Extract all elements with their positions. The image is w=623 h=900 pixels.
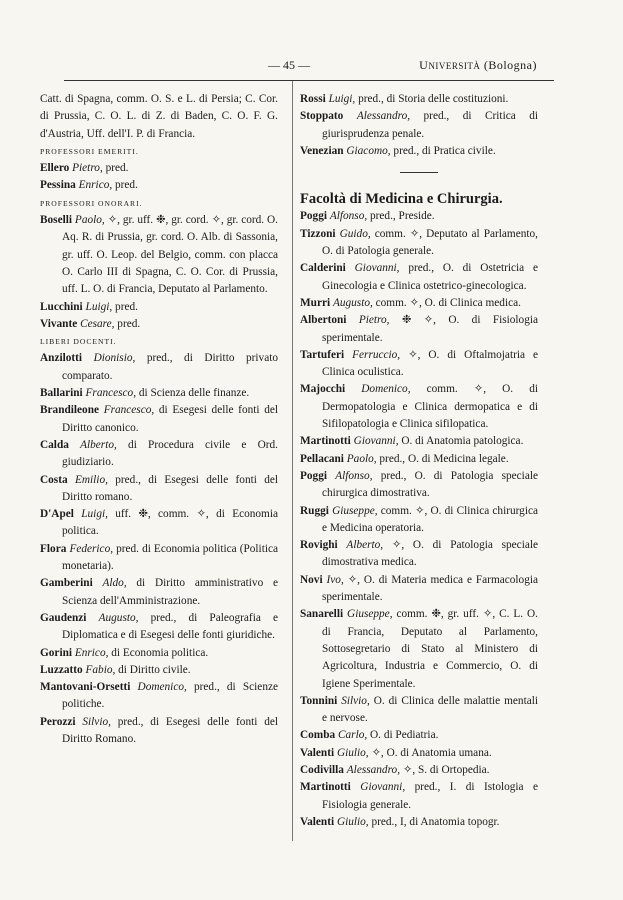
entry-details: di Diritto civile. [115,663,191,676]
section-rule [400,172,438,173]
entry-surname: Flora [40,542,67,555]
entry-given-name: Domenico, [137,681,187,694]
entry-details: ❉ ✧, O. di Fisiologia sperimentale. [322,314,539,344]
list-entry [40,316,278,333]
entry-surname: Comba [300,729,336,742]
entry-details: pred., di Scienze politiche. [62,681,278,711]
onorari-list [40,212,278,333]
entry-details: pred. [102,162,129,175]
entry-surname: Venezian [300,144,344,157]
list-entry [300,312,538,347]
entry-surname: Brandileone [40,404,99,417]
entry-given-name: Emilio, [74,473,108,486]
entry-given-name: Federico, [69,542,114,555]
entry-surname: Gamberini [40,577,93,590]
entry-details: pred. [114,317,141,330]
entry-surname: Valenti [300,746,335,759]
entry-given-name: Alberto, [80,438,117,451]
list-entry [40,385,278,402]
entry-details: O. di Pediatria. [367,729,439,742]
entry-given-name: Alfonso, [329,210,368,223]
list-entry [300,260,538,295]
entry-details: O. di Anatomia patologica. [398,435,524,448]
list-entry [40,350,278,385]
medicina-list [300,208,538,831]
list-entry [40,714,278,749]
entry-given-name: Domenico, [361,383,411,396]
list-entry [300,762,538,779]
list-entry [300,814,538,831]
entry-details: comm. ✧, Deputato al Parlamento, O. di Patologia generale. [322,227,538,258]
header-rule [64,80,554,81]
entry-given-name: Alfonso, [335,469,373,482]
entry-given-name: Ferruccio, [352,348,401,361]
entry-given-name: Giovanni, [354,262,400,275]
left-column [40,91,278,748]
entry-given-name: Francesco, [103,404,155,417]
list-entry [40,662,278,679]
entry-surname: Valenti [300,815,335,828]
entry-details: ✧, gr. uff. ❉, gr. cord. ✧, gr. cord. O. Aq. R. di Prussia, gr. cord. O. Alb. di Sassonia, gr. uff. O. Leop. del Belgio, comm. con placca O. Carlo III di Spagna, C. O. Cor. di Prussia, uff. L. O. di Francia, Deputato al Parlamento. [62,214,279,296]
list-entry [40,679,278,714]
entry-surname: Tonnini [300,694,338,707]
entry-details: pred., di Paleografia e Diplomatica e di Esegesi delle fonti giuridiche. [62,611,279,642]
entry-given-name: Giulio, [336,746,369,759]
continuation-paragraph: Catt. di Spagna, comm. O. S. e L. di Persia; C. Cor. di Prussia, C. O. L. di Z. di Baden, C. O. F. G. d'Austria, Uff. dell'I. P. di Francia. [40,93,278,140]
entry-surname: Calda [40,438,69,451]
entry-surname: Novi [300,573,323,586]
entry-details: ✧, S. di Ortopedia. [400,763,490,776]
entry-surname: Lucchini [40,300,83,313]
entry-details: ✧, O. di Materia medica e Farmacologia sperimentale. [322,573,538,604]
entry-given-name: Giuseppe, [347,608,393,621]
entry-surname: Ruggi [300,504,329,517]
entry-details: pred., Preside. [367,210,435,223]
entry-surname: Gorini [40,646,73,659]
entry-given-name: Guido, [339,227,371,240]
list-entry [40,541,278,576]
entry-surname: Ellero [40,162,70,175]
entry-surname: Poggi [300,469,327,482]
entry-details: di Scienza delle finanze. [136,387,250,400]
entry-surname: Rossi [300,93,326,105]
list-entry [300,433,538,450]
entry-surname: Vivante [40,317,78,330]
entry-given-name: Paolo, [346,452,377,465]
list-entry [40,575,278,610]
entry-given-name: Enrico, [74,646,109,659]
entry-details: pred., di Esegesi delle fonti del Diritto Romano. [62,715,278,745]
entry-details: pred., O. di Patologia speciale chirurgica dimostrativa. [322,469,538,500]
entry-surname: Calderini [300,262,346,275]
emeriti-list [40,160,278,195]
list-entry [300,606,538,692]
entry-surname: Gaudenzi [40,611,87,624]
running-title: UNIVERSITÀ (Bologna) [419,58,537,72]
list-entry [40,506,278,541]
entry-details: pred., di Storia delle costituzioni. [355,93,509,105]
list-entry [40,177,278,194]
entry-details: pred., di Pratica civile. [390,144,496,157]
entry-details: di Economia politica. [108,646,209,659]
entry-surname: Pessina [40,179,76,192]
entry-details: ✧, O. di Anatomia umana. [368,746,492,759]
list-entry [300,108,538,143]
entry-surname: Murri [300,296,331,309]
entry-details: comm. ✧, O. di Clinica medica. [372,296,521,309]
entry-given-name: Augusto, [332,296,373,309]
continued-list [300,91,538,160]
entry-surname: Sanarelli [300,608,344,621]
entry-surname: Mantovani-Orsetti [40,681,131,694]
list-entry [300,468,538,503]
entry-surname: Martinotti [300,781,351,794]
entry-surname: Tartuferi [300,348,345,361]
entry-details: pred. di Economia politica (Politica monetaria). [62,542,279,573]
entry-surname: Stoppato [300,110,344,123]
list-entry [40,299,278,316]
entry-surname: Albertoni [300,314,347,327]
list-entry [300,745,538,762]
entry-given-name: Giulio, [336,815,369,828]
entry-details: comm. ✧, O. di Clinica chirurgica e Medicina operatoria. [322,504,538,534]
list-entry [40,402,278,437]
entry-details: pred., di Critica di giurisprudenza penale. [322,110,538,140]
entry-given-name: Cesare, [80,317,115,330]
entry-surname: D'Apel [40,508,74,521]
entry-details: pred., di Diritto privato comparato. [62,352,278,382]
list-entry [300,503,538,538]
entry-surname: Boselli [40,214,73,227]
list-entry [300,347,538,382]
list-entry [300,779,538,814]
entry-details: pred., I, di Anatomia topogr. [368,815,500,828]
entry-given-name: Aldo, [102,577,127,590]
list-entry [40,160,278,177]
entry-details: uff. ❉, comm. ✧, di Economia politica. [62,508,278,538]
entry-details: pred. [112,179,138,192]
entry-given-name: Augusto, [98,611,139,624]
entry-given-name: Luigi, [85,300,113,313]
entry-details: pred., O. di Ostetricia e Ginecologia e Clinica ostetrico-ginecologica. [322,262,538,292]
list-entry [300,91,538,108]
page-header [0,58,623,74]
section-heading-onorari: PROFESSORI ONORARI. [40,198,143,208]
section-heading-docenti: LIBERI DOCENTI. [40,337,117,347]
entry-given-name: Alberto, [346,539,384,552]
list-entry [300,143,538,160]
list-entry [40,610,278,645]
entry-surname: Majocchi [300,383,346,396]
entry-details: ✧, O. di Oftalmojatria e Clinica oculistica. [322,348,538,379]
entry-details: pred., O. di Medicina legale. [376,452,509,465]
entry-details: comm. ❉, gr. uff. ✧, C. L. O. di Francia, Deputato al Parlamento, Sottosegretario di Stato al Ministero di Agricoltura, Industria e Commercio, O. di Igiene Sperimentale. [322,608,538,690]
entry-surname: Luzzatto [40,663,83,676]
entry-surname: Costa [40,473,68,486]
list-entry [300,727,538,744]
list-entry [300,572,538,607]
entry-given-name: Pietro, [358,314,390,327]
entry-given-name: Dionisio, [93,352,136,365]
list-entry [40,212,278,298]
list-entry [300,693,538,728]
list-entry [300,226,538,261]
list-entry [40,645,278,662]
entry-given-name: Silvio, [341,694,370,707]
entry-details: di Diritto amministrativo e Scienza dell'Amministrazione. [62,577,279,607]
entry-surname: Anzilotti [40,352,83,365]
list-entry [300,295,538,312]
right-column [300,91,538,831]
entry-given-name: Carlo, [337,729,368,742]
entry-surname: Tizzoni [300,227,336,240]
list-entry [300,451,538,468]
entry-details: pred., I. di Istologia e Fisiologia generale. [322,781,539,811]
entry-surname: Rovighi [300,539,338,552]
entry-given-name: Giovanni, [353,435,399,448]
entry-given-name: Enrico, [78,179,113,192]
column-divider [292,81,293,841]
entry-details: di Esegesi delle fonti del Diritto canonico. [62,404,278,434]
entry-surname: Ballarini [40,387,83,400]
entry-given-name: Alessandro, [346,763,401,776]
entry-given-name: Alessandro, [356,110,411,123]
entry-given-name: Giuseppe, [332,504,378,517]
entry-surname: Perozzi [40,715,76,728]
entry-given-name: Fabio, [85,663,116,676]
entry-surname: Poggi [300,210,327,223]
list-entry [300,537,538,572]
list-entry [40,472,278,507]
entry-details: ✧, O. di Patologia speciale dimostrativa medica. [322,539,538,569]
entry-details: O. di Clinica delle malattie mentali e nervose. [322,694,538,725]
faculty-title: Facoltà di Medicina e Chirurgia. [300,191,503,208]
section-heading-emeriti: PROFESSORI EMERITI. [40,146,139,156]
entry-given-name: Francesco, [85,387,137,400]
entry-surname: Pellacani [300,452,344,465]
entry-details: di Procedura civile e Ord. giudiziario. [62,438,278,469]
list-entry [300,208,538,225]
entry-given-name: Pietro, [72,162,103,175]
list-entry [300,381,538,433]
entry-given-name: Giacomo, [346,144,391,157]
entry-given-name: Ivo, [326,573,344,586]
entry-details: pred. [112,300,138,313]
entry-given-name: Luigi, [81,508,108,521]
entry-surname: Martinotti [300,435,351,448]
entry-given-name: Luigi, [328,93,356,105]
list-entry [40,437,278,472]
page-number: — 45 — [268,58,310,72]
entry-given-name: Paolo, [74,214,105,227]
entry-given-name: Silvio, [82,715,111,728]
entry-details: pred., di Esegesi delle fonti del Diritto romano. [62,473,279,503]
entry-given-name: Giovanni, [360,781,406,794]
entry-details: comm. ✧, O. di Dermopatologia e Clinica dermopatica e di Sifilopatologia e Clinica sifilopatica. [322,383,538,431]
docenti-list [40,350,278,748]
entry-surname: Codivilla [300,763,344,776]
